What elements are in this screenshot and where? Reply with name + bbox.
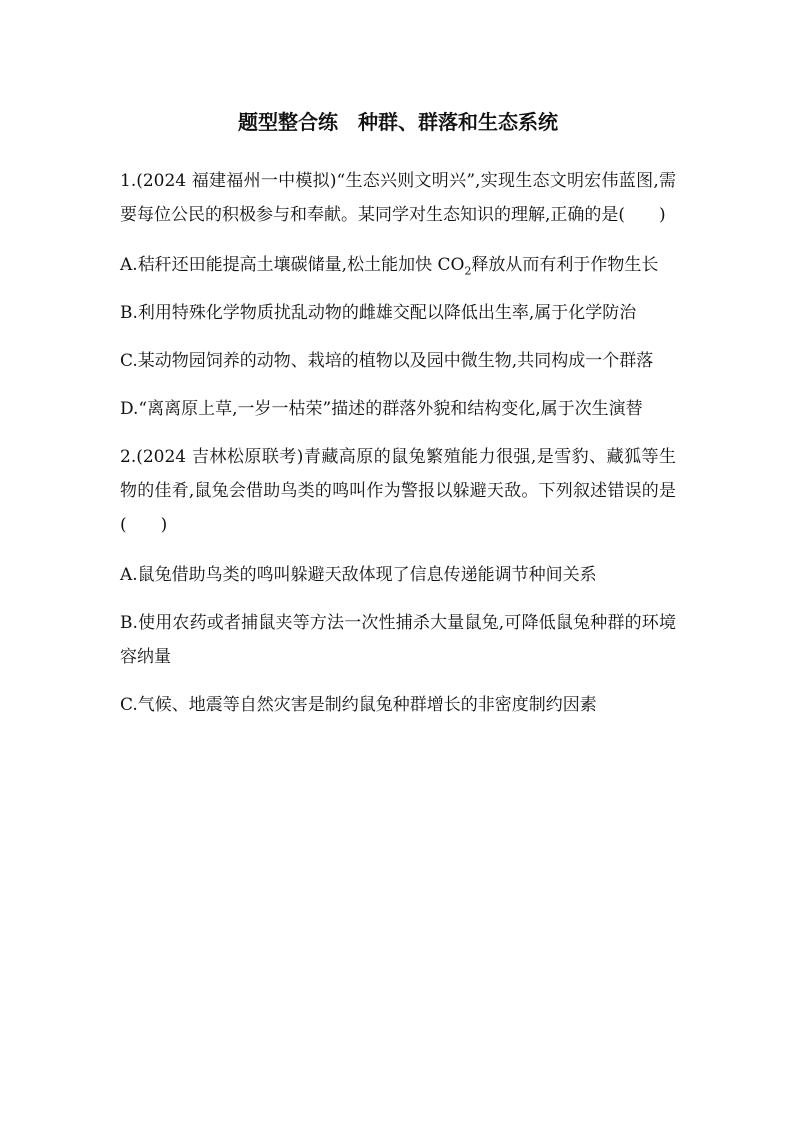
- page-title: 题型整合练 种群、群落和生态系统: [238, 110, 558, 134]
- question-1-option-d: D.“离离原上草,一岁一枯荣”描述的群落外貌和结构变化,属于次生演替: [120, 399, 643, 419]
- co2-subscript: 2: [464, 264, 472, 278]
- question-2-stem: 2.(2024 吉林松原联考)青藏高原的鼠兔繁殖能力很强,是雪豹、藏狐等生物的佳肴,鼠兔会借助鸟类的鸣叫作为警报以躲避天敌。下列叙述错误的是( ): [120, 447, 676, 535]
- question-1-stem: 1.(2024 福建福州一中模拟)“生态兴则文明兴”,实现生态文明宏伟蓝图,需要每位公民的积极参与和奉献。某同学对生态知识的理解,正确的是( ): [120, 171, 676, 225]
- question-2-option-c: C.气候、地震等自然灾害是制约鼠兔种群增长的非密度制约因素: [120, 695, 597, 715]
- question-1-option-c: C.某动物园饲养的动物、栽培的植物以及园中微生物,共同构成一个群落: [120, 351, 654, 371]
- option-a-text-cont: 释放从而有利于作物生长: [471, 255, 659, 275]
- document-page: [120, 104, 676, 736]
- question-1-option-a: [120, 248, 676, 282]
- question-1-option-b: B.利用特殊化学物质扰乱动物的雌雄交配以降低出生率,属于化学防治: [120, 303, 637, 323]
- question-2-option-b: B.使用农药或者捕鼠夹等方法一次性捕杀大量鼠兔,可降低鼠兔种群的环境容纳量: [120, 613, 676, 667]
- question-2-option-a: A.鼠兔借助鸟类的鸣叫躲避天敌体现了信息传递能调节种间关系: [120, 565, 597, 585]
- option-a-text: A.秸秆还田能提高土壤碳储量,松土能加快 CO: [120, 255, 465, 275]
